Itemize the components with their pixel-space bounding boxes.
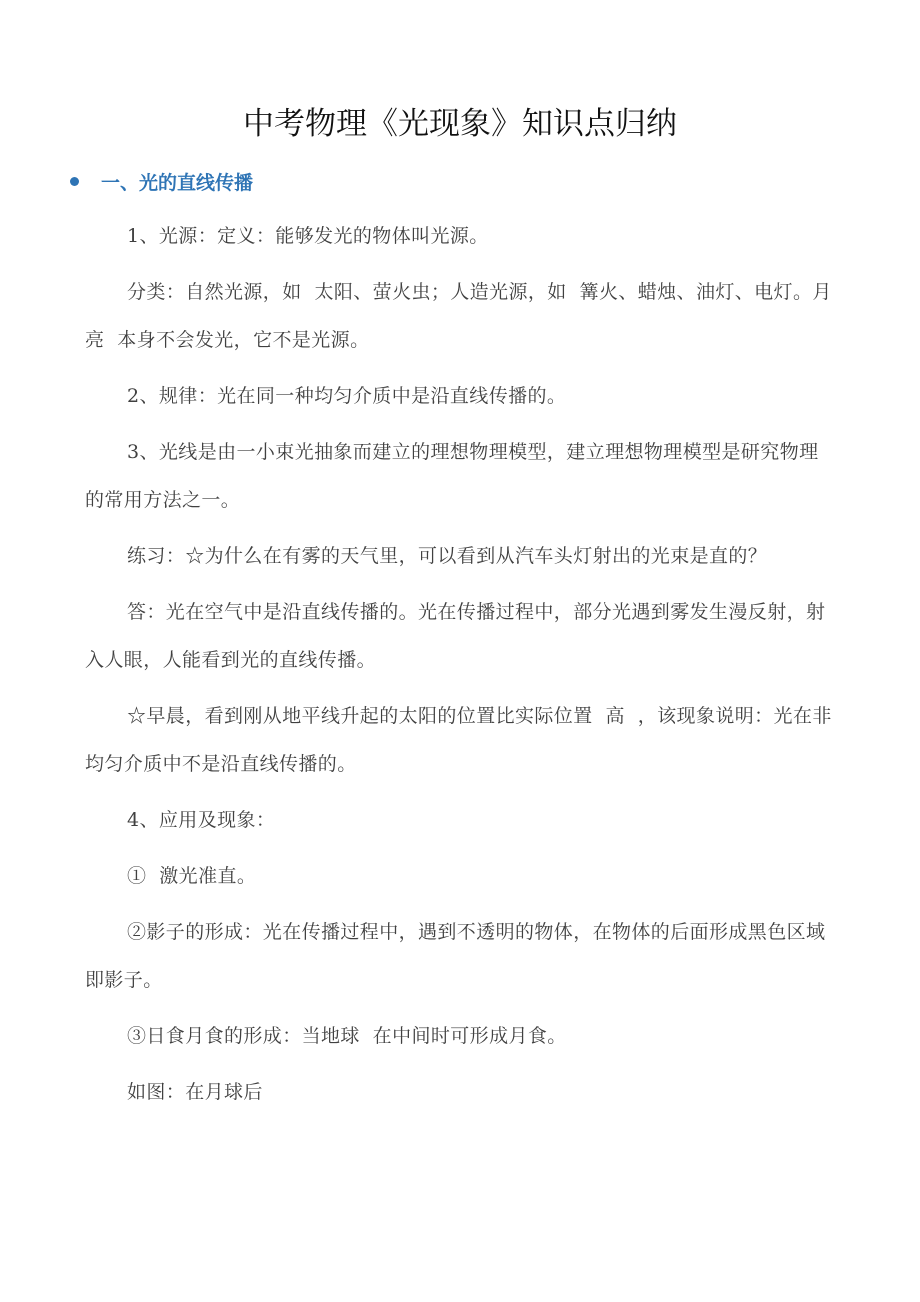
paragraph-figure-note: 如图：在月球后 xyxy=(127,1081,263,1103)
section-heading-text: 一、光的直线传播 xyxy=(101,171,254,194)
paragraph-light-source: 1、光源：定义：能够发光的物体叫光源。 xyxy=(127,225,489,247)
paragraph-laser-alignment: ① 激光准直。 xyxy=(127,865,257,887)
document-title: 中考物理《光现象》知识点归纳 xyxy=(243,106,677,142)
paragraph-sunrise: ☆早晨，看到刚从地平线升起的太阳的位置比实际位置 高 ，该现象说明：光在非均匀介质中不是沿直线传播的。 xyxy=(85,705,832,775)
paragraph-exercise-answer: 答：光在空气中是沿直线传播的。光在传播过程中，部分光遇到雾发生漫反射，射入人眼，人能看到光的直线传播。 xyxy=(85,601,826,671)
paragraph-applications-heading: 4、应用及现象： xyxy=(127,809,276,831)
paragraph-law: 2、规律：光在同一种均匀介质中是沿直线传播的。 xyxy=(127,385,567,407)
paragraph-light-ray-model: 3、光线是由一小束光抽象而建立的理想物理模型，建立理想物理模型是研究物理的常用方法之一。 xyxy=(85,441,819,511)
paragraph-shadow-formation: ②影子的形成：光在传播过程中，遇到不透明的物体，在物体的后面形成黑色区域即影子。 xyxy=(85,921,826,991)
bullet-dot-icon xyxy=(70,177,79,186)
paragraph-eclipse-formation: ③日食月食的形成：当地球 在中间时可形成月食。 xyxy=(127,1025,567,1047)
paragraph-classification: 分类：自然光源，如 太阳、萤火虫；人造光源，如 篝火、蜡烛、油灯、电灯。月亮 本身不会发光，它不是光源。 xyxy=(85,281,832,351)
paragraph-exercise-question: 练习：☆为什么在有雾的天气里，可以看到从汽车头灯射出的光束是直的？ xyxy=(127,545,768,567)
section-heading xyxy=(70,166,253,196)
document-body xyxy=(85,212,835,1124)
